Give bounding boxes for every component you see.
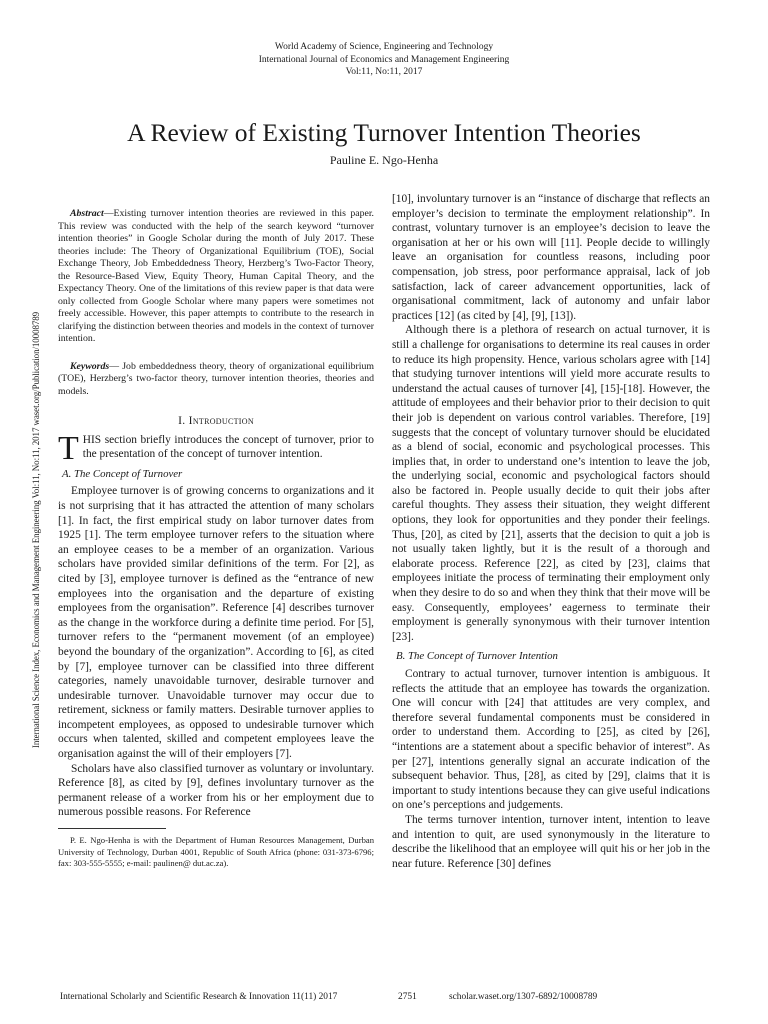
intro-caps: HIS (82, 433, 102, 446)
section-number: I. (178, 414, 186, 427)
abstract-paragraph (58, 208, 374, 346)
subsection-heading-turnover: A. The Concept of Turnover (62, 467, 183, 480)
paper-title: A Review of Existing Turnover Intention Theories (127, 118, 641, 147)
journal-header (0, 41, 768, 79)
abstract-text: —Existing turnover intention theories are reviewed in this paper. This review was conducted with the help of the search keyword “turnover intention theories” in Google Scholar during the month of July 2017. These theories include: The Theory of Organizational Equilibrium (TOE), Social Exchange Theory, Job Embeddedness Theory, Herzberg’s Two-Factor Theory, the Resource-Based View, Equity Theory, Human Capital Theory, and the Expectancy Theory. One of the limitations of this review paper is that data were only collected from Google Scholar where many papers were sometimes not freely accessible. However, this paper attempts to contribute to the research in clarifying the distinction between theories and models in the context of turnover intention. (58, 208, 374, 344)
footer-doi-link[interactable]: scholar.waset.org/1307-6892/10008789 (449, 992, 598, 1002)
body-paragraph: Employee turnover is of growing concerns to organizations and it is not surprising that it has attracted the attention of many scholars [1]. In fact, the first empirical study on labor turnover dates from 1925 [1]. The term employee turnover refers to the situation where an employee ceases to be a member of an organization. Various scholars have provided similar definitions of the term. For [2], as cited by [3], employee turnover is defined as the “entrance of new employees into the organisation and the departure of existing employees from the organisation”. Reference [4] describes turnover as the change in the workforce during a definite time period. For [5], turnover refers to the “permanent movement (of an employee) beyond the boundary of the organization”. According to [6], as cited by [7], employee turnover can be classified into three different categories, namely unavoidable turnover, desirable turnover and undesirable turnover. Unavoidable turnover may occur due to retirement, sickness or family matters. Desirable turnover applies to incompetent employees, as opposed to undesirable turnover which occurs when talented, skilled and competent employees leave the organisation against the will of their employers [7]. (58, 485, 374, 761)
keywords-label: Keywords (70, 360, 110, 372)
intro-paragraph (58, 429, 374, 467)
left-column (58, 208, 374, 870)
body-paragraph: Scholars have also classified turnover as voluntary or involuntary. Reference [8], as cited by [9], defines involuntary turnover as the permanent release of a worker from his or her employment due to numerous possible reasons. For Reference (58, 762, 374, 819)
section-heading-introduction (58, 414, 374, 429)
intro-text: section briefly introduces the concept of turnover, prior to the presentation of the concept of turnover intention. (82, 433, 374, 461)
body-paragraph: Contrary to actual turnover, turnover intention is ambiguous. It reflects the attitude that an employee has towards the organization. One will concur with [24] that attitudes are very complex, and therefore several fundamental components must be considered in order to understand them. According to [25], as cited by [26], “intentions are a statement about a specific behavior of interest”. As per [27], intentions generally signal an accurate indication of the subsequent behavior. Thus, [28], as cited by [29], claims that it is important to study intentions because they can give useful indications on one’s perceptions and judgements. (392, 668, 710, 812)
footnote-rule (58, 828, 166, 829)
sidebar-citation (26, 300, 46, 760)
body-paragraph: Although there is a plethora of research on actual turnover, it is still a challenge for organisations to determine its real causes in order to reduce its high propensity. Hence, various scholars agree with [14] that studying turnover intentions will yield more accurate results to understand the actual causes of turnover [4], [15]-[18]. However, the attitude of employees and their behavior prior to their decision to quit their job is dependent on various control variables. Therefore, [19] suggests that the concept of voluntary turnover should be elucidated as a blend of social, economic and psychological processes. This implies that, in order to understand one’s intention to leave the job, the underlying social, economic and psychological factors should also be factored in. People usually decide to quit their jobs after careful thoughts. They assess their situation, they weight different options, they look for opportunities and they ponder their feelings. Thus, [20], as cited by [21], asserts that the decision to quit a job is not usually taken lightly, but it is the result of a thorough and elaborate process. Reference [22], as cited by [23], claims that employees initiate the process of terminating their employment only when they desire to do so and when they think that their move will be easy. Consequently, employees’ eagerness to terminate their employment is generally synonymous with their turnover intention [23]. (392, 324, 710, 643)
drop-cap: T (58, 429, 79, 467)
journal-name: International Journal of Economics and Management Engineering (258, 54, 510, 65)
sidebar-citation-text: International Science Index, Economics and Management Engineering Vol:11, No:11, 2017 waset.org/Publication/10008789 (31, 311, 41, 749)
page-number: 2751 (398, 992, 417, 1002)
body-paragraph: [10], involuntary turnover is an “instance of discharge that reflects an employer’s decision to terminate the employment relationship”. In contrast, voluntary turnover is an employee’s decision to leave the organisation at her or his own will [11]. People decide to willingly leave an organisation for countless reasons, including poor compensation, job stress, poor performance appraisal, lack of job satisfaction, lack of career advancement opportunities, lack of organisational commitment, lack of autonomy and unfair labor practices [12] (as cited by [4], [9], [13]). (392, 193, 710, 322)
abstract (58, 208, 374, 398)
keywords-paragraph (58, 361, 374, 399)
body-paragraph: The terms turnover intention, turnover intent, intention to leave and intention to quit, are used synonymously in the literature to describe the likelihood that an employee will quit his or her job in the near future. Reference [30] defines (392, 813, 710, 870)
keywords-text: — Job embeddedness theory, theory of organizational equilibrium (TOE), Herzberg’s two-factor theory, turnover intention theories, theories and models. (58, 360, 374, 397)
right-column (392, 192, 710, 871)
paper-author: Pauline E. Ngo-Henha (329, 153, 439, 167)
journal-volume: Vol:11, No:11, 2017 (345, 67, 423, 77)
footnote-text: P. E. Ngo-Henha is with the Department of Human Resources Management, Durban University of Technology, Durban 4001, Republic of South Africa (phone: 031-373-6796; fax: 303-555-5555; e-mail: paulinen@ dut.ac.za). (58, 835, 374, 869)
subsection-heading-turnover-intention: B. The Concept of Turnover Intention (396, 650, 558, 663)
footer-publisher: International Scholarly and Scientific Research & Innovation 11(11) 2017 (60, 992, 338, 1002)
footnote (58, 835, 374, 870)
section-title: Introduction (188, 414, 254, 427)
abstract-label: Abstract (70, 208, 104, 219)
journal-publisher: World Academy of Science, Engineering and Technology (274, 42, 494, 52)
